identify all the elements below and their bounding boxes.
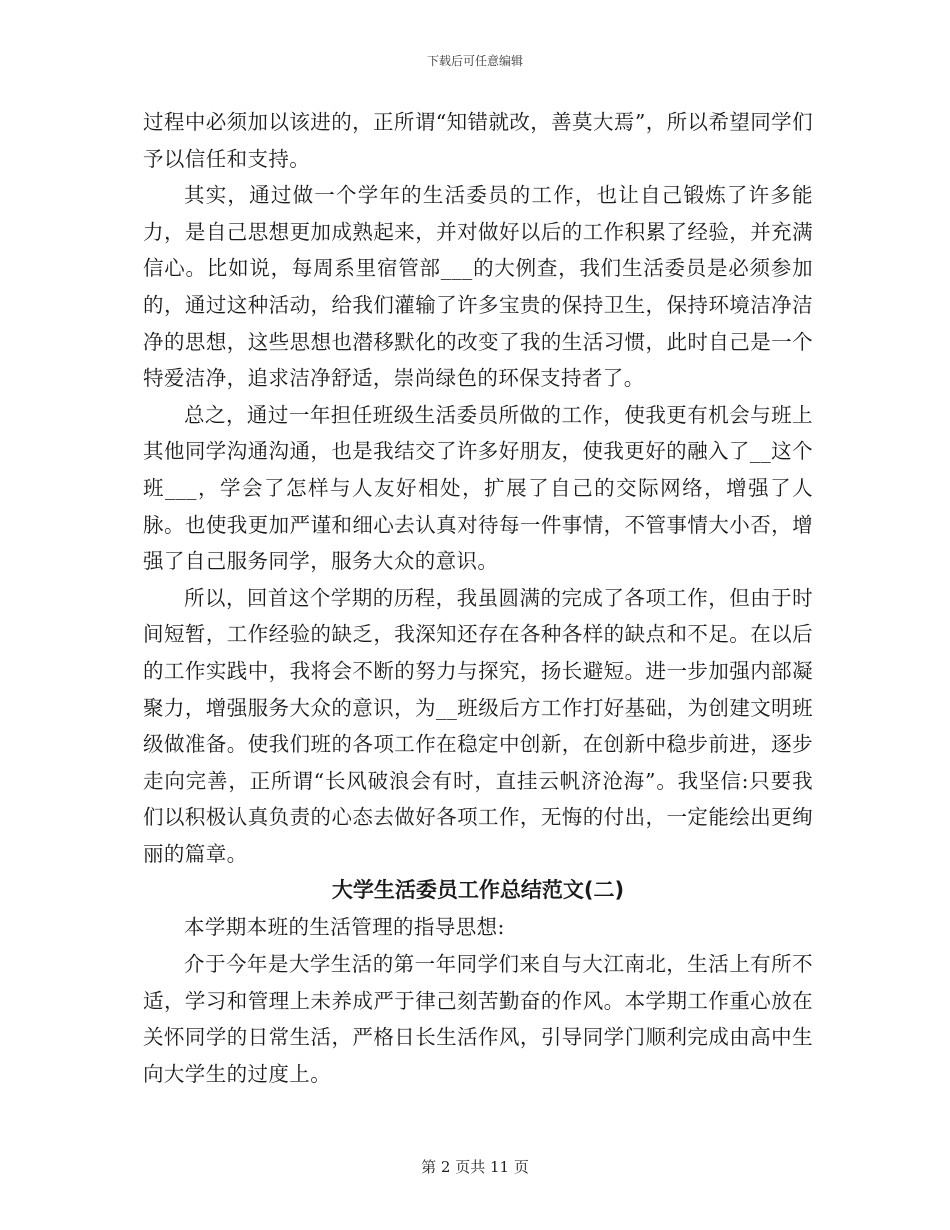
document-body <box>143 104 813 1092</box>
page-footer: 第 2 页共 11 页 <box>421 1158 529 1176</box>
paragraph-outlook: 所以，回首这个学期的历程，我虽圆满的完成了各项工作，但由于时间短暂，工作经验的缺乏，我深知还存在各种各样的缺点和不足。在以后的工作实践中，我将会不断的努力与探究，扬长避短。进一步加强内部凝聚力，增强服务大众的意识，为__班级后方工作打好基础，为创建文明班级做准备。使我们班的各项工作在稳定中创新，在创新中稳步前进，逐步走向完善，正所谓“长风破浪会有时，直挂云帆济沧海”。我坚信:只要我们以积极认真负责的心态去做好各项工作，无悔的付出，一定能绘出更绚丽的篇章。 <box>143 585 813 866</box>
paragraph-continued: 过程中必须加以该进的，正所谓“知错就改，善莫大焉”，所以希望同学们予以信任和支持。 <box>143 110 813 171</box>
paragraph-guiding-thought: 本学期本班的生活管理的指导思想: <box>184 915 505 940</box>
paragraph-first-year: 介于今年是大学生活的第一年同学们来自与大江南北，生活上有所不适，学习和管理上未养成严于律己刻苦勤奋的作风。本学期工作重心放在关怀同学的日常生活，严格日长生活作风，引导同学门顺利完成由高中生向大学生的过度上。 <box>143 952 813 1086</box>
paragraph-ability: 其实，通过做一个学年的生活委员的工作，也让自己锻炼了许多能力，是自己思想更加成熟起来，并对做好以后的工作积累了经验，并充满信心。比如说，每周系里宿管部___的大例查，我们生活委员是必须参加的，通过这种活动，给我们灌输了许多宝贵的保持卫生，保持环境洁净洁净的思想，这些思想也潜移默化的改变了我的生活习惯，此时自己是一个特爱洁净，追求洁净舒适，崇尚绿色的环保支持者了。 <box>143 183 813 391</box>
page-header: 下载后可任意编辑 <box>426 54 523 68</box>
section-title: 大学生活委员工作总结范文(二) <box>331 878 625 903</box>
paragraph-summary: 总之，通过一年担任班级生活委员所做的工作，使我更有机会与班上其他同学沟通沟通，也是我结交了许多好朋友，使我更好的融入了__这个班___，学会了怎样与人友好相处，扩展了自己的交际网络，增强了人脉。也使我更加严谨和细心去认真对待每一件事情，不管事情大小否，增强了自己服务同学，服务大众的意识。 <box>143 402 813 574</box>
